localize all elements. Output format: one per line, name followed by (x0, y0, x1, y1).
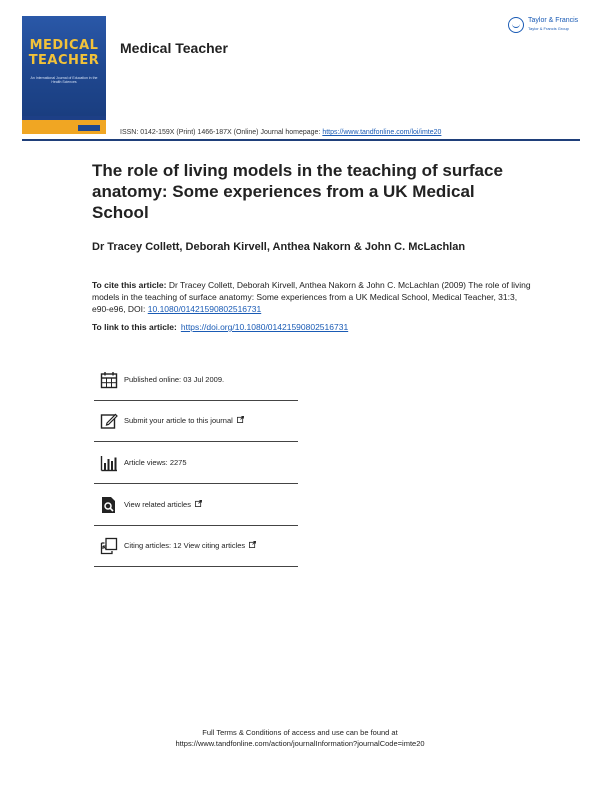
calendar-icon (100, 371, 118, 389)
submit-article-link[interactable]: Submit your article to this journal (124, 416, 244, 425)
external-link-icon (249, 541, 256, 548)
publisher-logo-tagline: Taylor & Francis Group (528, 26, 569, 31)
bar-chart-icon (100, 454, 118, 472)
citing-icon (100, 537, 118, 555)
publisher-logo-name: Taylor & Francis (528, 17, 579, 24)
article-views-text: Article views: 2275 (124, 458, 187, 467)
publisher-logo-icon (508, 17, 524, 33)
article-doi-link[interactable]: https://doi.org/10.1080/01421590802516731 (180, 322, 349, 332)
external-link-icon (237, 416, 244, 423)
journal-cover (22, 16, 106, 134)
footer-terms-text: Full Terms & Conditions of access and use can be found at (202, 728, 398, 737)
cover-title-line2: TEACHER (28, 53, 100, 68)
citation-text: Dr Tracey Collett, Deborah Kirvell, Anthea Nakorn & John C. McLachlan (2009) The role of living models in the teaching of surface anatomy: Some experiences from a UK Medical School, Medical Teacher, 31:3, e90-e96, DOI: (92, 280, 531, 314)
related-articles-row[interactable] (94, 485, 298, 526)
citing-articles-row[interactable] (94, 526, 298, 567)
article-authors: Dr Tracey Collett, Deborah Kirvell, Anthea Nakorn & John C. McLachlan (92, 241, 466, 253)
article-link-label: To link to this article: (92, 322, 177, 332)
edit-icon (100, 412, 118, 430)
published-online-text: Published online: 03 Jul 2009. (124, 375, 225, 384)
submit-article-row[interactable] (94, 401, 298, 442)
search-document-icon (100, 496, 118, 514)
external-link-icon (195, 500, 202, 507)
journal-homepage-link[interactable]: https://www.tandfonline.com/loi/imte20 (322, 129, 442, 136)
issn-text: ISSN: 0142-159X (Print) 1466-187X (Online) Journal homepage: (120, 129, 323, 136)
article-link-line (92, 322, 348, 332)
citation-block (92, 279, 532, 315)
related-articles-link[interactable]: View related articles (124, 500, 202, 509)
header-divider (22, 139, 580, 141)
article-title: The role of living models in the teaching of surface anatomy: Some experiences from a UK Medical School (92, 161, 503, 222)
published-online-row (94, 360, 298, 401)
issn-line (120, 129, 441, 136)
publisher-logo[interactable] (508, 16, 584, 38)
footer (0, 727, 600, 749)
journal-name: Medical Teacher (120, 40, 228, 56)
citing-articles-link[interactable]: Citing articles: 12 View citing articles (124, 541, 256, 550)
cover-title-line1: MEDICAL (29, 38, 99, 53)
cover-subtitle: An International Journal of Education in the Health Sciences (30, 76, 98, 84)
footer-terms-link[interactable]: https://www.tandfonline.com/action/journalInformation?journalCode=imte20 (175, 739, 425, 748)
article-views-row (94, 443, 298, 484)
citation-label: To cite this article: (92, 280, 167, 290)
citation-doi-link[interactable]: 10.1080/01421590802516731 (147, 304, 262, 314)
